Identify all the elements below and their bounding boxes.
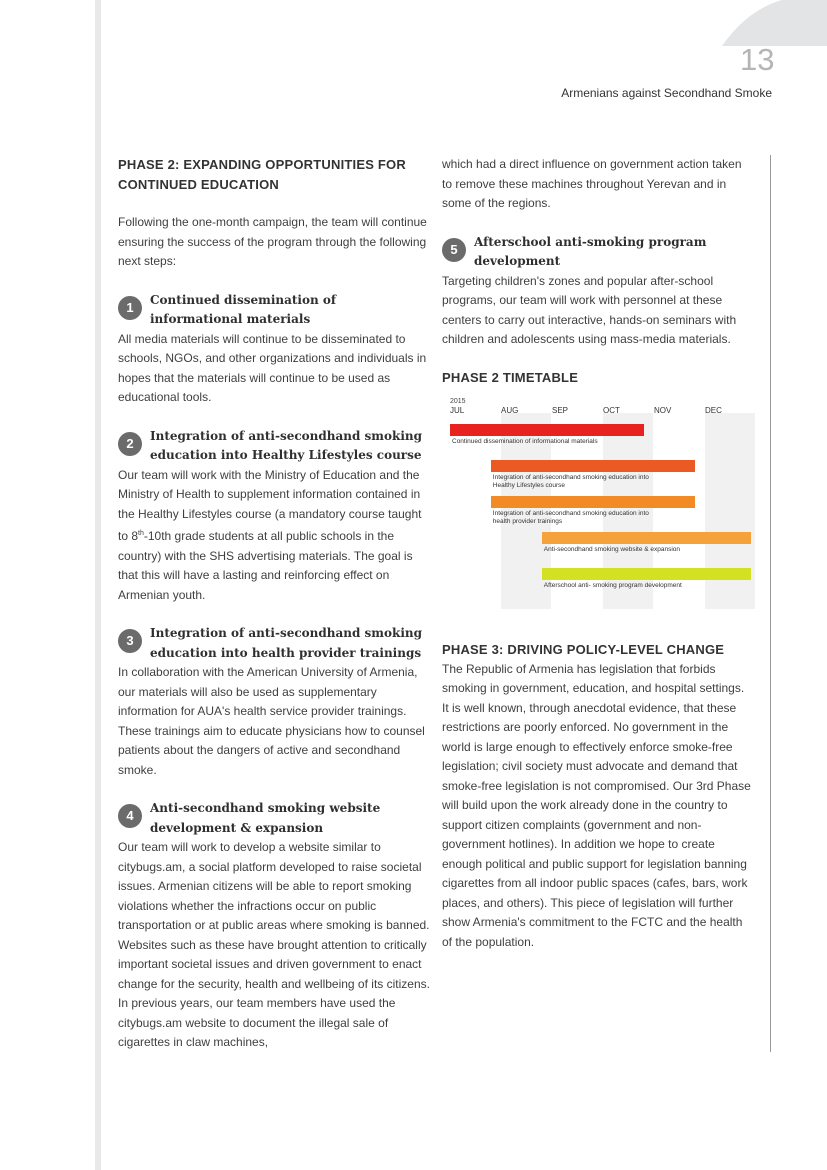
step-number-badge: 2 (118, 432, 142, 456)
month-label: AUG (501, 406, 519, 415)
step-body: Targeting children's zones and popular after-school programs, our team will work with personnel at these centers to carry out interactive, hands-on seminars with children and adolescents using mass-media materials. (442, 273, 737, 346)
task-bar (542, 568, 751, 580)
step-body: Our team will work to develop a website similar to citybugs.am, a social platform developed to raise societal issues. Armenian citizens will be able to report smoking violations whether the infractions occur on public transportation or at public areas where smoking is banned. Websites such as these have brought attention to critically important societal issues and driven government to enact change for the security, health and wellbeing of its citizens. In previous years, our team members have used the citybugs.am website to document the illegal sale of cigarettes in claw machines, (118, 840, 430, 1049)
column-rule (770, 155, 771, 1052)
step-2 (118, 427, 430, 606)
step-title: Anti-secondhand smoking website development & expansion (150, 801, 381, 835)
task-label: Anti-secondhand smoking website & expansion (543, 546, 681, 553)
step-title: Afterschool anti-smoking program development (474, 234, 707, 268)
task-label: Integration of anti-secondhand smoking education into Healthy Lifestyles course (492, 474, 649, 489)
month-label: SEP (552, 406, 569, 415)
page-number: 13 (740, 42, 775, 77)
step-1 (118, 291, 430, 408)
step-body: All media materials will continue to be disseminated to schools, NGOs, and other organizations and individuals in hopes that the materials will continue to be used as educational tools. (118, 331, 427, 404)
step-number-badge: 3 (118, 629, 142, 653)
phase2-timetable-chart (442, 389, 754, 609)
task-bar (491, 496, 695, 508)
month-label: DEC (705, 406, 722, 415)
page-edge-strip (95, 0, 101, 1170)
step-number-badge: 1 (118, 296, 142, 320)
step-3 (118, 624, 430, 780)
phase2-heading: PHASE 2: EXPANDING OPPORTUNITIES FOR CONTINUED EDUCATION (118, 157, 406, 192)
running-title: Armenians against Secondhand Smoke (561, 86, 772, 100)
month-label: JUL (450, 406, 465, 415)
task-bar (491, 460, 695, 472)
task-label: Integration of anti-secondhand smoking education into health provider trainings (492, 510, 649, 525)
corner-tab-decoration (722, 0, 827, 46)
step-title: Integration of anti-secondhand smoking education into Healthy Lifestyles course (150, 428, 422, 462)
step-4-continuation: which had a direct influence on government action taken to remove these machines throughout Yerevan and in some of the regions. (442, 157, 742, 210)
phase3-heading: PHASE 3: DRIVING POLICY-LEVEL CHANGE (442, 642, 725, 657)
step-5 (442, 233, 754, 350)
step-body: In collaboration with the American University of Armenia, our materials will also be used as supplementary information for AUA's health service provider trainings. These trainings aim to educate physicians how to counsel patients about the dangers of active and secondhand smoke. (118, 665, 425, 777)
step-number-badge: 4 (118, 804, 142, 828)
step-title: Continued dissemination of informational materials (150, 292, 337, 326)
left-column (118, 155, 430, 1053)
task-bar (450, 424, 644, 436)
step-number-badge: 5 (442, 238, 466, 262)
month-label: OCT (603, 406, 620, 415)
step-4 (118, 799, 430, 1053)
task-label: Afterschool anti- smoking program development (543, 582, 682, 589)
phase2-intro: Following the one-month campaign, the team will continue ensuring the success of the program through the following next steps: (118, 215, 427, 268)
chart-year-label: 2015 (450, 398, 466, 405)
step-title: Integration of anti-secondhand smoking education into health provider trainings (150, 626, 422, 660)
step-body: Our team will work with the Ministry of Education and the Ministry of Health to supplement information contained in the Healthy Lifestyles course (a mandatory course taught to 8th-10th grade students at all public schools in the country) with the SHS advertising materials. The goal is that this will have a lasting and reinforcing effect on Armenian youth. (118, 467, 422, 602)
phase3-body: The Republic of Armenia has legislation that forbids smoking in government, education, and hospital settings. It is well known, through anecdotal evidence, that these restrictions are poorly enforced. No government in the world is large enough to effectively enforce smoke-free legislation; civil society must advocate and demand that smoke-free legislation is not compromised. Our 3rd Phase will build upon the work already done in the country to support citizen complaints (government and non-government hotlines). In addition we hope to create enough political and public support for legislation banning cigarettes from all indoor public spaces (cafes, bars, work places, and others). This piece of legislation will further show Armenia's commitment to the FCTC and the health of the population. (442, 661, 751, 949)
timetable-heading: PHASE 2 TIMETABLE (442, 369, 579, 385)
task-label: Continued dissemination of informational materials (452, 438, 598, 445)
right-column (442, 155, 754, 952)
month-label: NOV (654, 406, 672, 415)
task-bar (542, 532, 751, 544)
